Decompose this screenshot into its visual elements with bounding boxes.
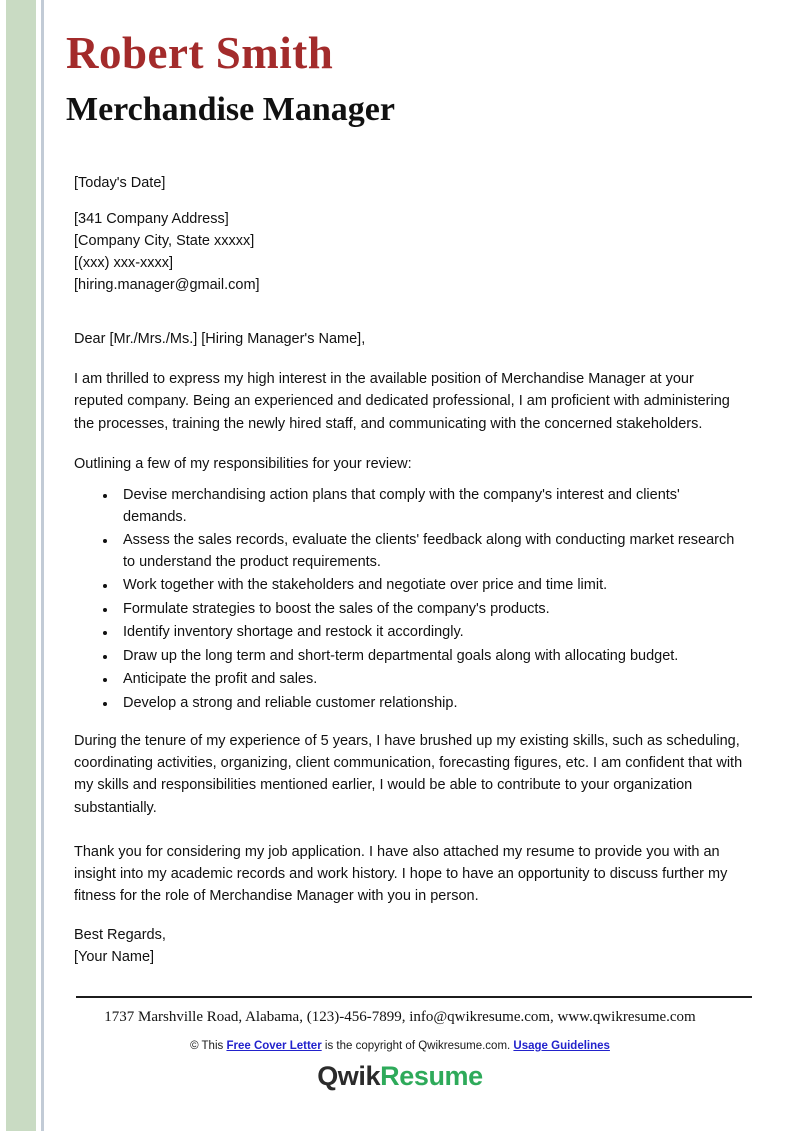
intro-paragraph: I am thrilled to express my high interest in the available position of Merchandise Manager at your reputed company. Being an experienced and dedicated professional, I am proficient with administering the processes, training the newly hired staff, and communicating with the concerned stakeholders. (74, 371, 730, 432)
letter-header (66, 30, 756, 129)
recipient-email: [hiring.manager@gmail.com] (74, 277, 260, 293)
signature-block (74, 924, 746, 968)
responsibilities-lead-in: Outlining a few of my responsibilities for your review: (74, 455, 412, 472)
list-item: Anticipate the profit and sales. (74, 669, 746, 691)
sign-off: Best Regards, (74, 927, 166, 944)
recipient-phone: [(xxx) xxx-xxxx] (74, 255, 174, 271)
experience-paragraph: During the tenure of my experience of 5 years, I have brushed up my existing skills, such as scheduling, coordinating activities, organizing, client communication, forecasting figures, etc. I am confident that with my skills and responsibilities mentioned earlier, I would be able to contribute to your organization substantially. (74, 733, 743, 816)
list-item: Work together with the stakeholders and negotiate over price and time limit. (74, 575, 746, 597)
closing-paragraph: Thank you for considering my job application. I have also attached my resume to provide you with an insight into my academic records and work history. I hope to have an opportunity to discuss further my fitness for the role of Merchandise Manager with you in person. (74, 843, 728, 905)
responsibilities-list (74, 485, 746, 714)
list-item: Formulate strategies to boost the sales of the company's products. (74, 599, 746, 621)
copyright-middle: is the copyright of Qwikresume.com. (321, 1040, 514, 1052)
list-item: Develop a strong and reliable customer relationship. (74, 693, 746, 715)
recipient-address-line: [341 Company Address] (74, 211, 229, 227)
free-cover-letter-link[interactable]: Free Cover Letter (226, 1040, 322, 1052)
footer-address: 1737 Marshville Road, Alabama, (123)-456-7899, info@qwikresume.com, www.qwikresume.com (104, 1009, 696, 1025)
list-item: Devise merchandising action plans that comply with the company's interest and clients' demands. (74, 485, 746, 528)
applicant-name: Robert Smith (66, 28, 334, 78)
recipient-contact-block (74, 172, 674, 296)
letter-body (74, 328, 746, 968)
list-item: Assess the sales records, evaluate the clients' feedback along with conducting market research to understand the product requirements. (74, 530, 746, 573)
footer-copyright (0, 1040, 800, 1052)
logo-text-resume: Resume (380, 1061, 483, 1091)
logo-text-qwik: Qwik (317, 1061, 381, 1091)
qwikresume-logo (0, 1061, 800, 1092)
footer-divider (76, 996, 752, 998)
letter-date: [Today's Date] (74, 175, 166, 191)
salutation: Dear [Mr./Mrs./Ms.] [Hiring Manager's Name], (74, 331, 366, 347)
signature-name: [Your Name] (74, 949, 155, 966)
list-item: Draw up the long term and short-term departmental goals along with allocating budget. (74, 646, 746, 668)
usage-guidelines-link[interactable]: Usage Guidelines (513, 1040, 610, 1052)
applicant-job-title: Merchandise Manager (66, 91, 395, 129)
list-item: Identify inventory shortage and restock it accordingly. (74, 622, 746, 644)
copyright-prefix: © This (190, 1040, 227, 1052)
recipient-city-state-zip: [Company City, State xxxxx] (74, 233, 255, 249)
